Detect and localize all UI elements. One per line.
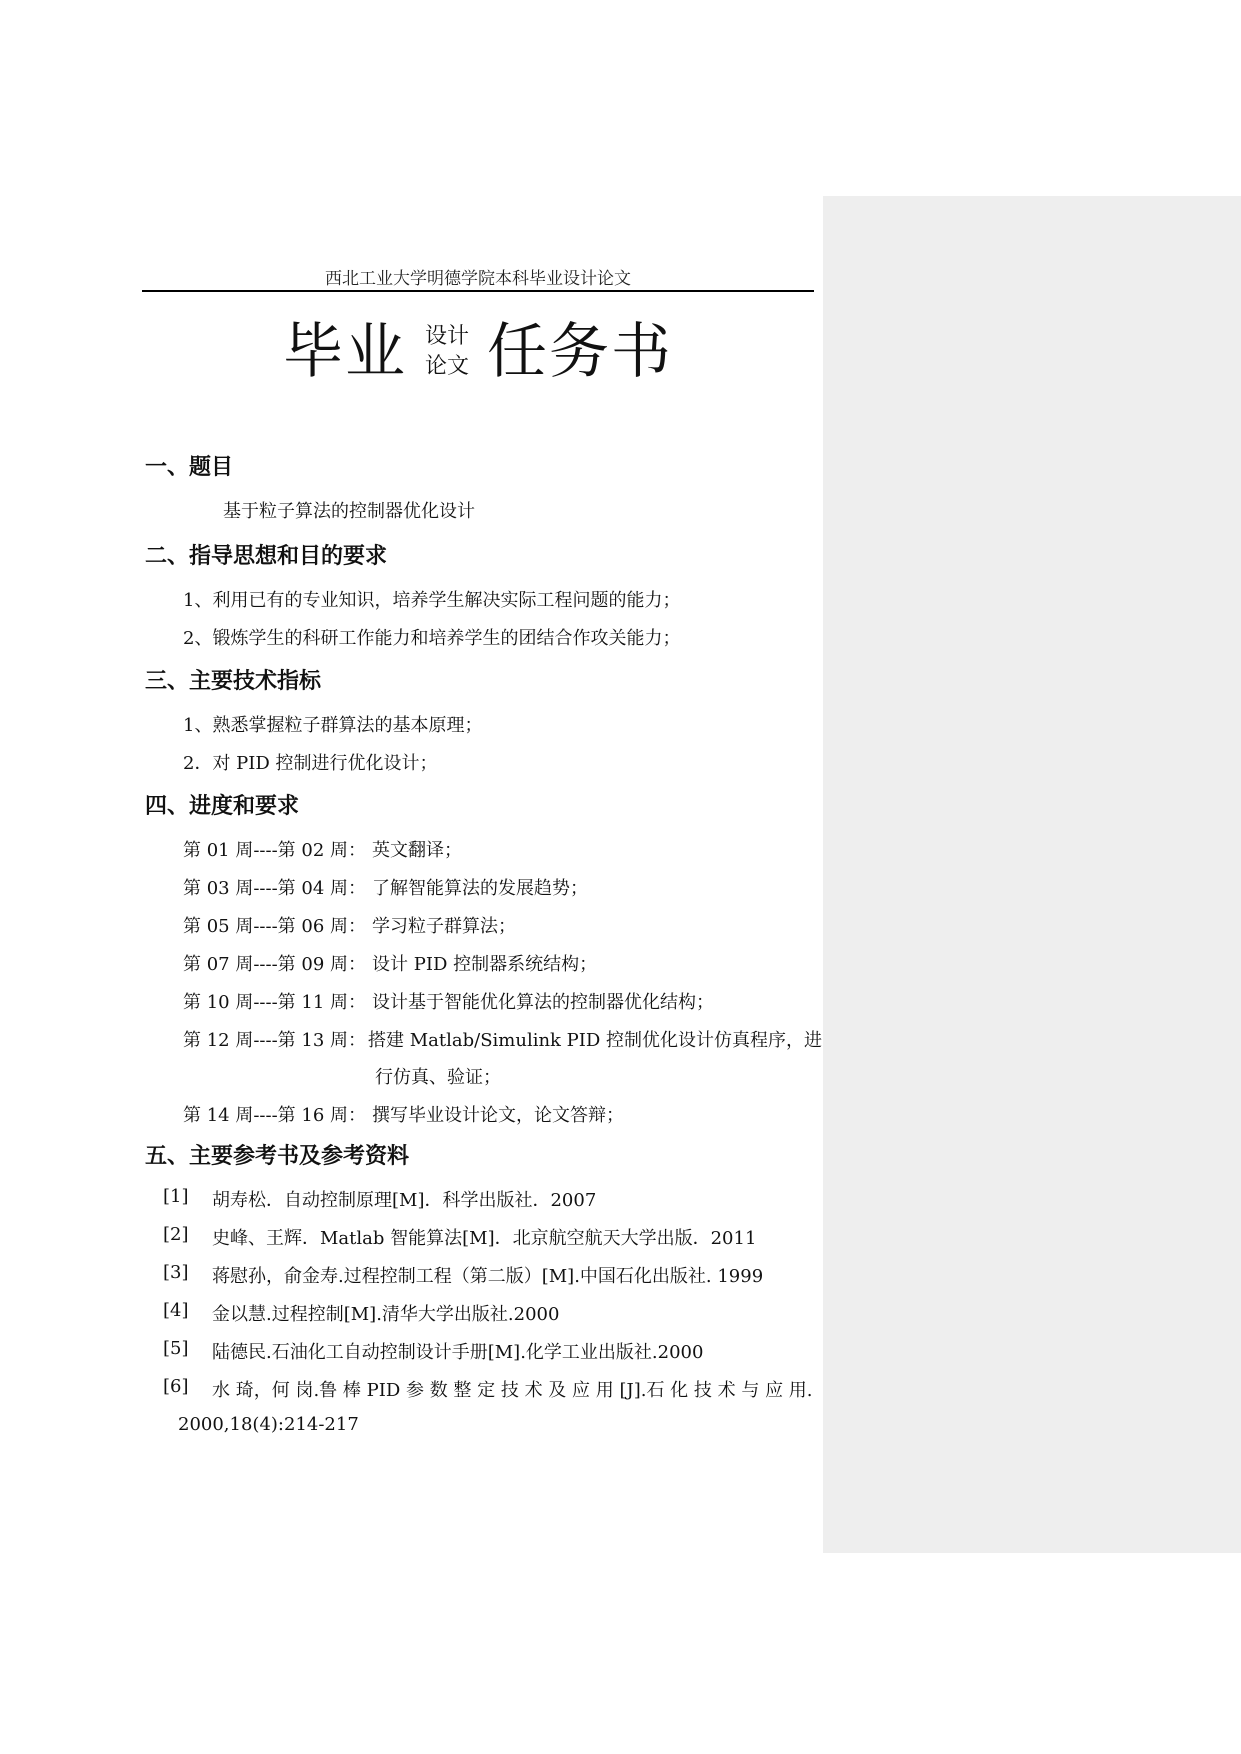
schedule-task: 搭建 Matlab/Simulink PID 控制优化设计仿真程序，进 <box>368 1030 823 1051</box>
reference-text: 史峰、王辉．Matlab 智能算法[M]．北京航空航天大学出版．2011 <box>212 1228 757 1249</box>
section-heading-references: 五、主要参考书及参考资料 <box>145 1144 410 1169</box>
reference-number: [4] <box>163 1300 189 1321</box>
schedule-task-continued: 行仿真、验证； <box>375 1067 501 1088</box>
schedule-task: 英文翻译； <box>372 840 462 861</box>
title-stack-bottom: 论文 <box>424 354 469 379</box>
document-title <box>142 312 814 392</box>
section-heading-guidance: 二、指导思想和目的要求 <box>145 544 388 569</box>
reference-text-continued: 2000,18(4):214-217 <box>178 1414 359 1435</box>
reference-text: 胡寿松．自动控制原理[M]．科学出版社．2007 <box>212 1190 597 1211</box>
reference-text: 水 琦，何 岗.鲁 棒 PID 参 数 整 定 技 术 及 应 用 [J].石 化 技 术 与 应 用. <box>212 1380 813 1401</box>
spec-item: 2．对 PID 控制进行优化设计； <box>183 753 438 774</box>
guidance-item: 1、利用已有的专业知识，培养学生解决实际工程问题的能力； <box>183 590 681 611</box>
schedule-weeks: 第 03 周----第 04 周： <box>183 878 367 899</box>
topic-text: 基于粒子算法的控制器优化设计 <box>223 501 475 522</box>
comment-margin-pane <box>823 196 1241 1553</box>
schedule-task: 学习粒子群算法； <box>372 916 516 937</box>
title-left: 毕业 <box>282 317 407 387</box>
section-heading-schedule: 四、进度和要求 <box>145 794 300 819</box>
reference-text: 陆德民.石油化工自动控制设计手册[M].化学工业出版社.2000 <box>212 1342 704 1363</box>
guidance-item: 2、锻炼学生的科研工作能力和培养学生的团结合作攻关能力； <box>183 628 681 649</box>
spec-item: 1、熟悉掌握粒子群算法的基本原理； <box>183 715 483 736</box>
schedule-weeks: 第 14 周----第 16 周： <box>183 1105 367 1126</box>
section-heading-tech-specs: 三、主要技术指标 <box>145 669 322 694</box>
schedule-weeks: 第 12 周----第 13 周： <box>183 1030 367 1051</box>
schedule-weeks: 第 10 周----第 11 周： <box>183 992 367 1013</box>
schedule-task: 撰写毕业设计论文，论文答辩； <box>372 1105 624 1126</box>
schedule-weeks: 第 01 周----第 02 周： <box>183 840 367 861</box>
section-heading-topic: 一、题目 <box>145 455 234 480</box>
title-stack-top: 设计 <box>424 324 469 349</box>
reference-text: 金以慧.过程控制[M].清华大学出版社.2000 <box>212 1304 560 1325</box>
schedule-weeks: 第 05 周----第 06 周： <box>183 916 367 937</box>
schedule-task: 设计 PID 控制器系统结构； <box>372 954 598 975</box>
schedule-task: 设计基于智能优化算法的控制器优化结构； <box>372 992 714 1013</box>
reference-number: [1] <box>163 1186 189 1207</box>
title-stack <box>425 322 469 382</box>
reference-number: [2] <box>163 1224 189 1245</box>
reference-number: [6] <box>163 1376 189 1397</box>
schedule-weeks: 第 07 周----第 09 周： <box>183 954 367 975</box>
title-right: 任务书 <box>487 317 673 387</box>
reference-text: 蒋慰孙，俞金寿.过程控制工程（第二版）[M].中国石化出版社. 1999 <box>212 1266 764 1287</box>
header-divider <box>142 290 814 292</box>
schedule-task: 了解智能算法的发展趋势； <box>372 878 588 899</box>
reference-number: [3] <box>163 1262 189 1283</box>
running-header: 西北工业大学明德学院本科毕业设计论文 <box>325 269 631 289</box>
reference-number: [5] <box>163 1338 189 1359</box>
